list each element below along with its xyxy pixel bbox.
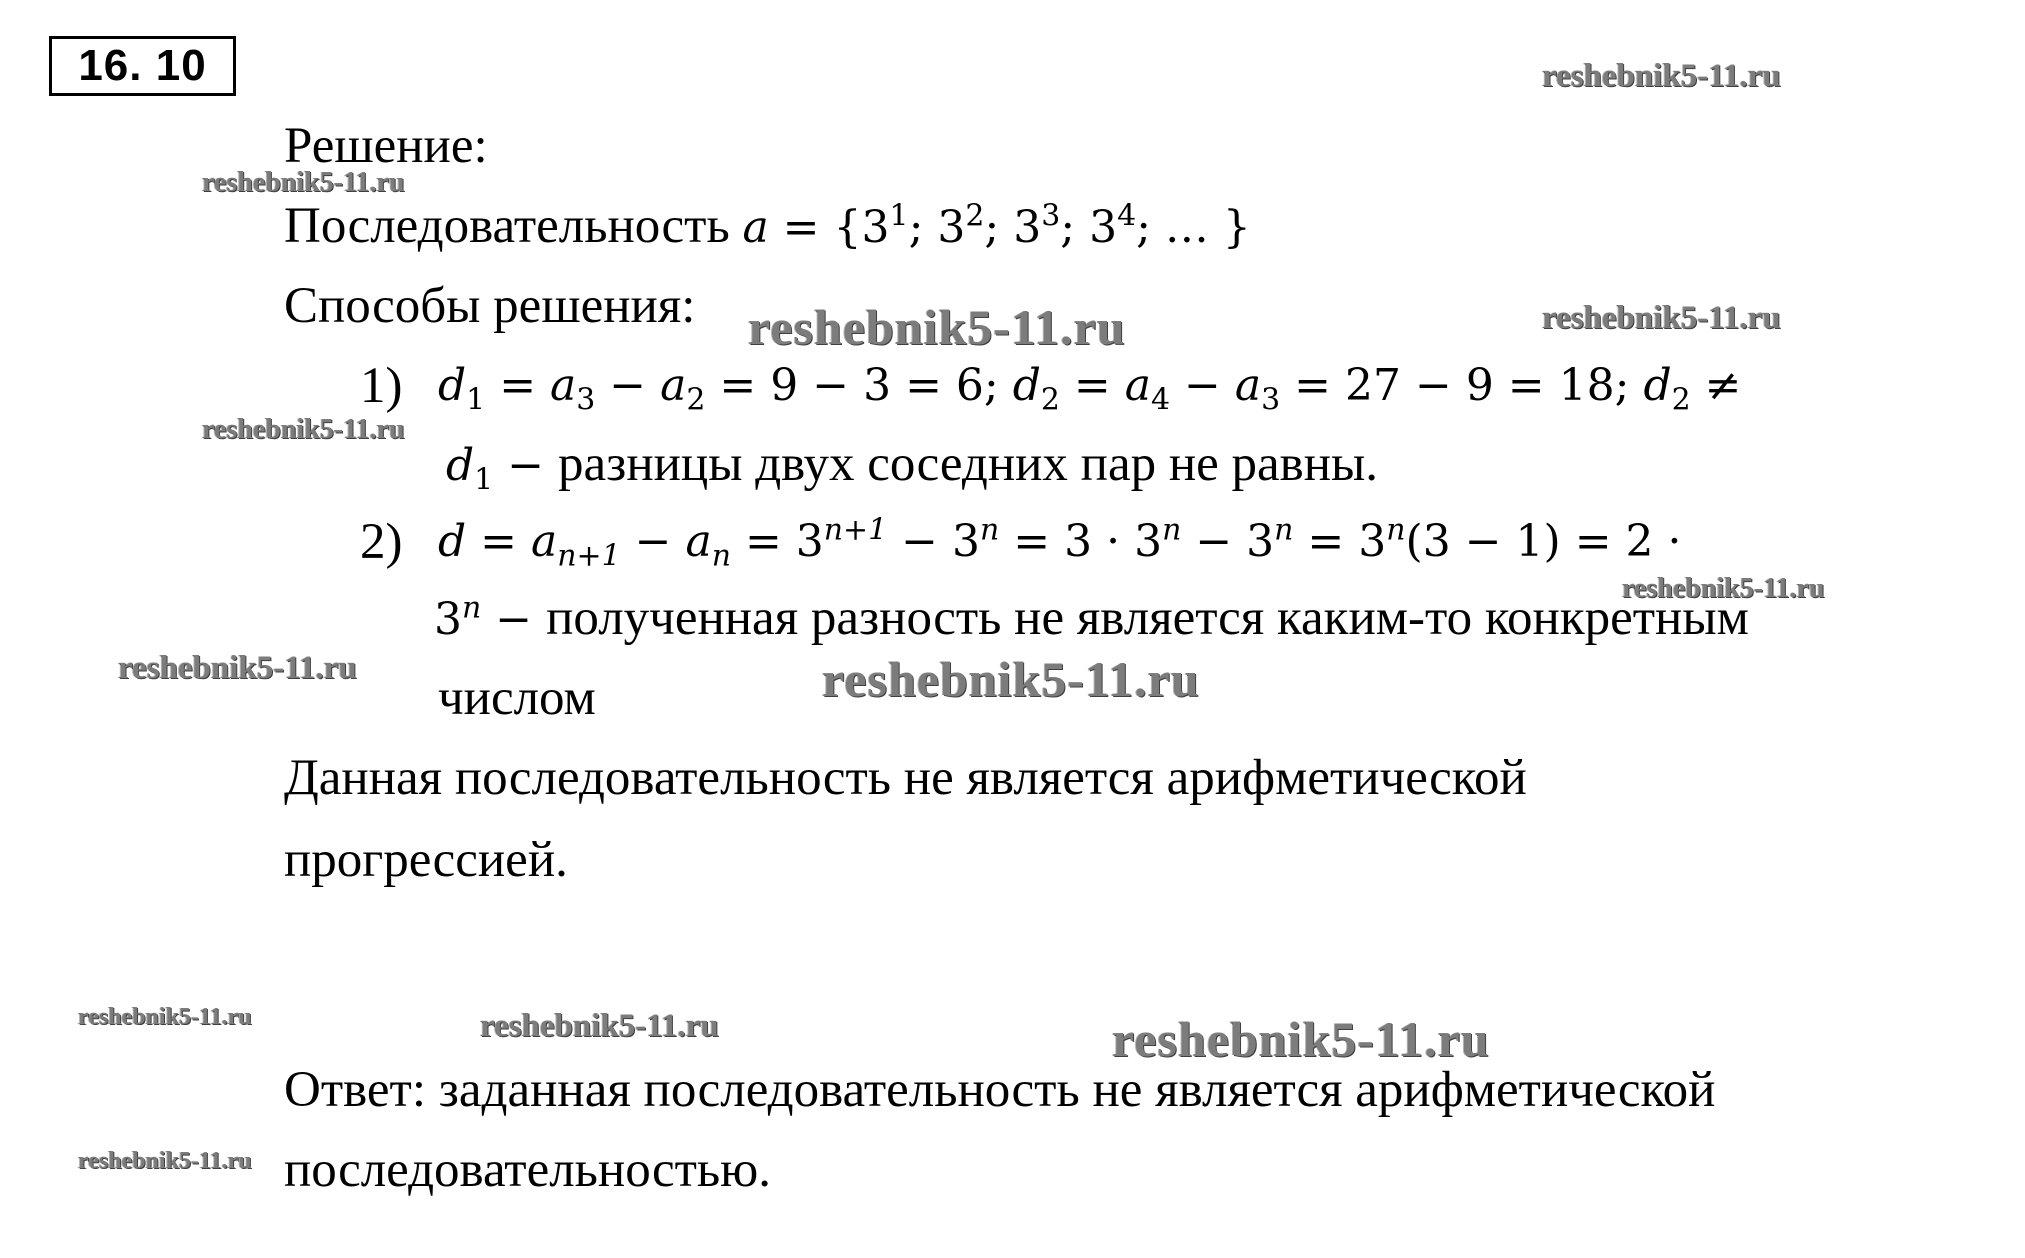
sequence-line [284, 196, 1251, 258]
watermark: reshebnik5-11.ru [202, 414, 405, 445]
watermark: reshebnik5-11.ru [78, 1004, 252, 1030]
watermark: reshebnik5-11.ru [78, 1148, 252, 1174]
sequence-label: Последовательность [284, 198, 730, 254]
conclusion-line-1: Данная последовательность не является арифметической [284, 750, 1527, 806]
sequence-term: $3^3$; [1013, 198, 1090, 253]
watermark: reshebnik5-11.ru [1542, 300, 1781, 336]
task-number-box: 16. 10 [49, 36, 236, 96]
answer-line-2: последовательностью. [284, 1142, 772, 1198]
solution-label: Решение: [284, 118, 488, 174]
sequence-formula [742, 198, 1251, 253]
sequence-term: $3^4$; … } [1089, 198, 1251, 253]
sequence-eq: = { [768, 202, 862, 253]
method2-result-symbol: $3^n$ − [434, 590, 547, 645]
watermark: reshebnik5-11.ru [118, 650, 357, 686]
watermark: reshebnik5-11.ru [480, 1008, 719, 1044]
watermark: reshebnik5-11.ru [202, 167, 405, 198]
method2-conclusion: полученная разность не является каким-то конкретным [546, 590, 1749, 646]
watermark: reshebnik5-11.ru [748, 299, 1126, 355]
sequence-term: $3^1$; [861, 198, 938, 253]
method1-conclusion-line [446, 434, 1378, 496]
method1-number: 1) [360, 358, 403, 414]
sequence-term: $3^2$; [937, 198, 1014, 253]
methods-label: Способы решения: [284, 278, 696, 334]
method2-conclusion-cont: числом [438, 670, 596, 726]
method1-conclusion: разницы двух соседних пар не равны. [558, 436, 1379, 492]
method2-number: 2) [360, 514, 403, 570]
watermark: reshebnik5-11.ru [1622, 573, 1825, 604]
method2-conclusion-line [434, 588, 1749, 650]
answer-line-1: Ответ: заданная последовательность не является арифметической [284, 1062, 1716, 1118]
conclusion-line-2: прогрессией. [284, 832, 568, 888]
method1-d1-symbol: $d_1$ − [446, 440, 559, 498]
sequence-var: a [742, 202, 769, 253]
watermark: reshebnik5-11.ru [1112, 1011, 1490, 1067]
watermark: reshebnik5-11.ru [822, 651, 1200, 707]
watermark: reshebnik5-11.ru [1542, 58, 1781, 94]
method1-formula: $d_1 = a_3 - a_2 = 9 - 3 = 6$; $d_2 = a_4 - a_3 = 27 - 9 = 18$; $d_2$ ≠ [438, 360, 1742, 418]
method2-formula: $d = a_{n+1} - a_n = 3^{n+1} - 3^n = 3 \cdot 3^n - 3^n = 3^n(3 - 1) = 2$ · [438, 512, 1682, 574]
